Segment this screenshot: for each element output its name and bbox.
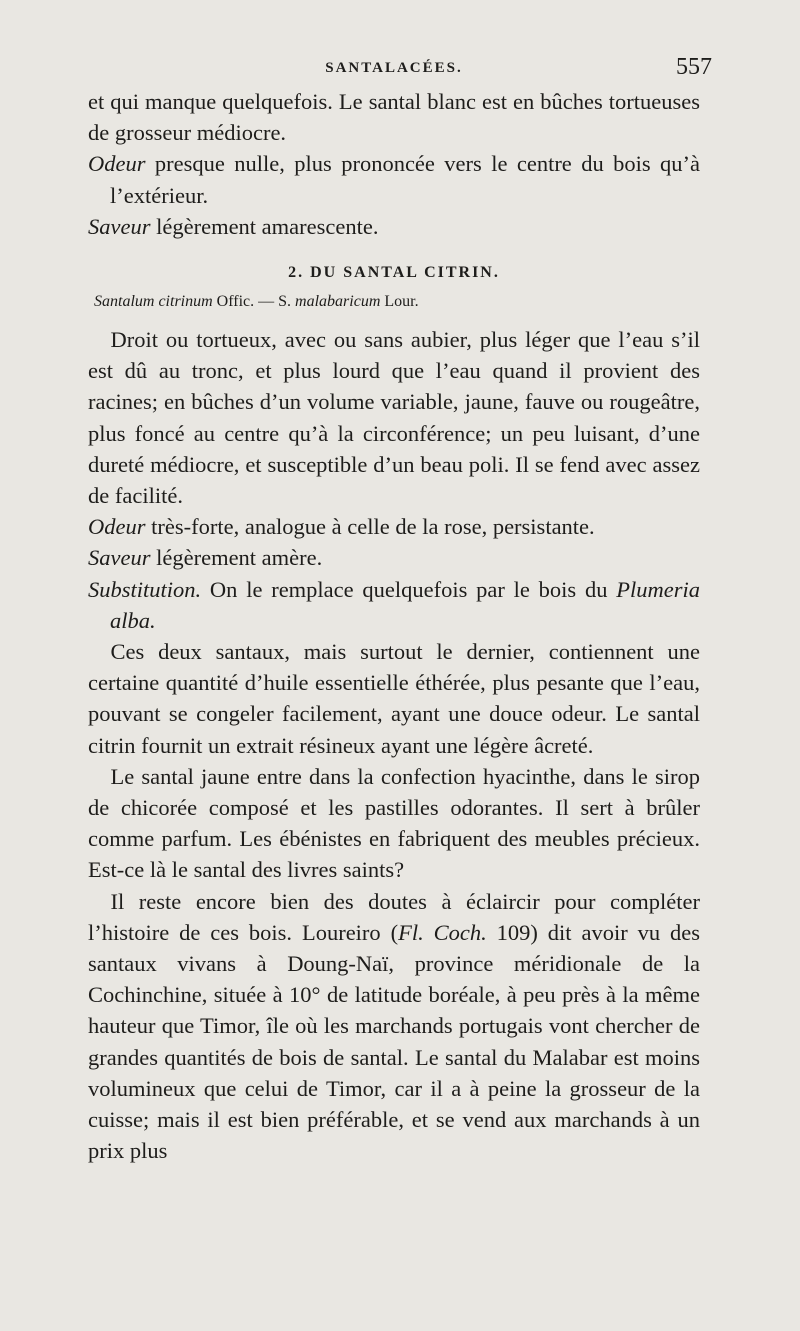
latin-name: Plumeria alba. [110,576,700,633]
entry-saveur-citrin [88,542,700,573]
entry-text: légèrement amarescente. [150,213,379,239]
running-head: SANTALACÉES. [325,60,463,76]
latin-name: Santalum citrinum [94,293,213,311]
entry-term: Saveur [88,213,151,239]
description-paragraph: Droit ou tortueux, avec ou sans aubier, plus léger que l’eau s’il est dû au tronc, et plus lourd que l’eau quand il provient des racines; en bûches d’un volume variable, jaune, fauve ou rougeâtre, plus foncé au centre qu’à la circonférence; un peu luisant, d’une dureté médiocre, et susceptible d’un beau poli. Il se fend avec assez de facilité. [88,327,700,509]
entry-text: très-forte, analogue à celle de la rose, persistante. [145,514,595,540]
paragraph-essential-oil: Ces deux santaux, mais surtout le dernier, contiennent une certaine quantité d’huile essentielle éthérée, plus pesante que l’eau, pouvant se congeler facilement, ayant une douce odeur. Le santal citrin fournit un extrait résineux ayant une légère âcreté. [88,639,700,758]
entry-term: Substitution. [88,576,202,602]
page-number: 557 [676,54,712,80]
page-body [88,86,700,1167]
synonymy-author: Lour. [380,293,419,311]
synonymy-line [88,290,700,314]
entry-text: légèrement amère. [150,545,323,571]
citation: Fl. Coch. [398,919,487,945]
page-header [88,52,712,86]
entry-saveur-blanc [88,211,700,242]
paragraph-uses: Le santal jaune entre dans la confection hyacinthe, dans le sirop de chicorée composé et les pastilles odorantes. Il sert à brûler comme parfum. Les ébénistes en fabriquent des meubles précieux. Est-ce là le santal des livres saints? [88,763,700,883]
section-title: 2. DU SANTAL CITRIN. [288,264,500,282]
entry-term: Odeur [88,151,146,177]
entry-term: Saveur [88,545,151,571]
entry-substitution [88,574,700,636]
synonymy-text: Offic. — S. [212,293,296,311]
entry-odeur-blanc [88,148,700,210]
paragraph-text: Il reste encore bien des doutes à éclaircir pour compléter l’histoire de ces bois. Loureiro ( [88,888,700,945]
paragraph-continuation: et qui manque quelquefois. Le santal blanc est en bûches tortueuses de grosseur médiocre. [88,89,700,146]
entry-text: presque nulle, plus prononcée vers le centre du bois qu’à l’extérieur. [110,151,700,208]
entry-term: Odeur [88,514,146,540]
paragraph-text: 109) dit avoir vu des santaux vivans à Doung-Naï, province méridionale de la Cochinchine, située à 10° de latitude boréale, à peu près à la même hauteur que Timor, île où les marchands portugais vont chercher de grandes quantités de bois de santal. Le santal du Malabar est moins volumineux que celui de Timor, car il a à peine la grosseur de la cuisse; mais il est bien préférable, et se vend aux marchands à un prix plus [88,919,701,1164]
entry-text: On le remplace quelquefois par le bois du [201,576,617,602]
entry-odeur-citrin [88,511,700,542]
latin-name: malabaricum [295,293,381,311]
paragraph-loureiro [88,886,700,1167]
